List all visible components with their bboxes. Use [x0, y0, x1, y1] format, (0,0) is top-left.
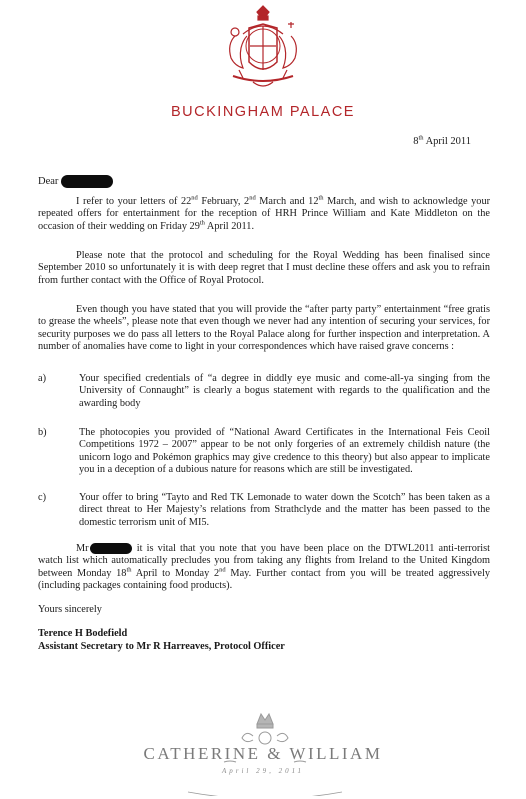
list-item: c) Your offer to bring “Tayto and Red TK Lemonade to water down the Scotch” has been taken as a direct threat to Her Majesty’s relations from Strathclyde and the matter has been passed to the domestic terrorism unit of MI5. — [38, 492, 490, 528]
closing: Yours sincerely — [38, 604, 102, 615]
letterhead-title: BUCKINGHAM PALACE — [171, 104, 355, 120]
paragraph-3: Even though you have stated that you will provide the “after party party” entertainment “free gratis to grease the wheels”, please note that even though we never had any intention of securing your services, for security purposes we do pass all letters to the Royal Palace along for further inspection and interpretation. A number of anomalies have come to light in your correspondences which have raised grave concerns : — [38, 304, 490, 352]
redacted-name — [90, 543, 132, 554]
salutation: Dear — [38, 175, 113, 188]
letter-date: 8th April 2011 — [413, 134, 471, 147]
redacted-name — [61, 175, 113, 188]
royal-coat-of-arms-icon — [213, 4, 313, 94]
signature-block — [38, 628, 285, 653]
list-item: b) The photocopies you provided of “National Award Certificates in the International Feis Ceoil Competitions 1972 – 2007” appear to be not only forgeries of an extremely childish nature (the unicorn logo and Pokémon graphics may give credence to this theory) but also appear to implicate you in a deception of a dubious nature for reasons which are still be investigated. — [38, 427, 490, 475]
paragraph-4: Mr it is vital that you note that you have been place on the DTWL2011 anti-terrorist watch list which automatically precludes you from taking any flights from Ireland to the United Kingdom between Monday 18th April to Monday 2nd May. Further contact from you will be treated aggressively (including packages containing food products). — [38, 543, 490, 591]
list-item: a) Your specified credentials of “a degree in diddly eye music and come-all-ya singing from the University of Connaught” is clearly a bogus statement with regards to the qualification and the awarding body — [38, 373, 490, 409]
signatory-name: Terence H Bodefield — [38, 628, 128, 639]
footer-date: April 29, 2011 — [221, 767, 305, 775]
footer-couple-names: CATHERINE & WILLIAM — [143, 744, 383, 763]
paragraph-1: I refer to your letters of 22nd February, 2nd March and 12th March, and wish to acknowledge your repeated offers for entertainment for the reception of HRH Prince William and Kate Middleton on the occasion of their wedding on Friday 29th April 2011. — [38, 194, 491, 232]
paragraph-2: Please note that the protocol and scheduling for the Royal Wedding has been finalised since September 2010 so unfortunately it is with deep regret that I must decline these offers and ask you to refrain from further contact with the Office of Royal Protocol. — [38, 250, 490, 286]
signatory-role: Assistant Secretary to Mr R Harreaves, Protocol Officer — [38, 640, 285, 652]
